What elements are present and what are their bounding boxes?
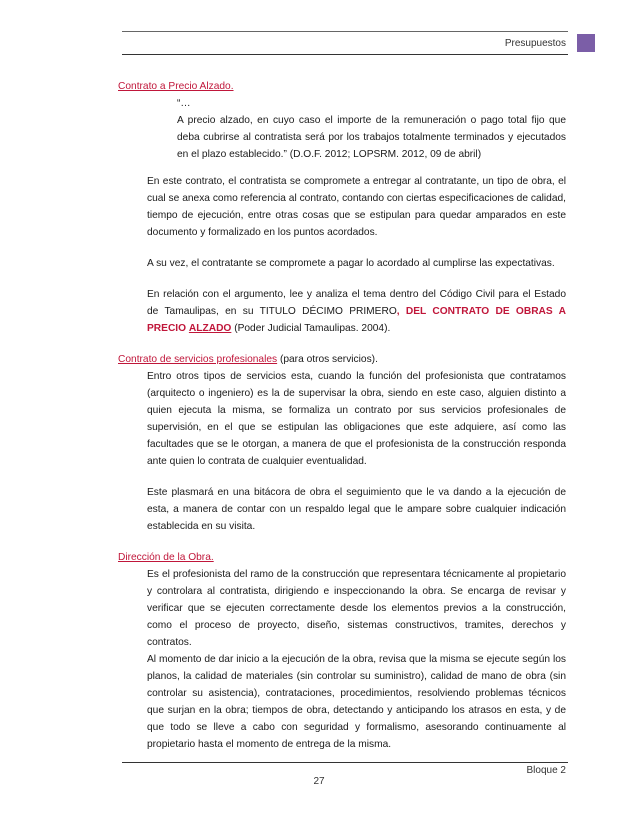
header-rule-bottom [122, 54, 568, 55]
quote-open: “… [177, 98, 191, 109]
footer-rule [122, 762, 568, 763]
header-title: Presupuestos [504, 38, 566, 49]
header-rule-top [122, 31, 568, 32]
reference-citation: (Poder Judicial Tamaulipas. 2004). [231, 323, 391, 334]
paragraph: Este plasmará en una bitácora de obra el seguimiento que le va dando a la ejecución de esta, a manera de contar con un respaldo legal que le ampare sobre cualquier indicación establecida en su visita. [147, 487, 566, 532]
quote-text: A precio alzado, en cuyo caso el importe de la remuneración o pago total fijo que deba cubrirse al contratista será por los trabajos totalmente terminados y ejecutados en el plazo establecido.” (D.O.F. 2012; LOPSRM. 2012, 09 de abril) [177, 115, 566, 160]
reference-title-underlined: ALZADO [188, 323, 232, 334]
paragraph: A su vez, el contratante se compromete a pagar lo acordado al cumplirse las expectativas. [147, 258, 555, 269]
footer-label: Bloque 2 [526, 765, 566, 776]
paragraph: Al momento de dar inicio a la ejecución de la obra, revisa que la misma se ejecute según los planos, la calidad de materiales (sin controlar su suministro), calidad de mano de obra (sin controlar su asistencia), contrataciones, procedimientos, resolviendo problemas técnicos que surjan en la obra; tiempos de obra, detectando y anticipando los atrasos en esta, y de que todo se lleve a cabo con seguridad y formalismo, asesorando continuamente al propietario hasta el momento de entrega de la misma. [147, 654, 566, 750]
page-body [118, 78, 566, 753]
section-heading: Contrato de servicios profesionales [118, 354, 278, 365]
section-servicios-profesionales [118, 351, 566, 368]
header-accent-square [577, 34, 595, 52]
section-heading: Contrato a Precio Alzado. [118, 81, 234, 92]
paragraph: En este contrato, el contratista se compromete a entregar al contratante, un tipo de obra, el cual se anexa como referencia al contrato, contando con ciertas especificaciones de calidad, tiempo de ejecución, entre otras cosas que se estipulan para quedar amparados en este documento y formalizado en los puntos acordados. [147, 176, 566, 238]
section-heading: Dirección de la Obra. [118, 552, 214, 563]
paragraph-reference [147, 286, 566, 337]
reference-text: En relación con el argumento, lee y analiza el tema dentro del Código Civil para el Estado de Tamaulipas, en su TITULO DÉCIMO PRIMERO [147, 289, 566, 317]
paragraph: Entro otros tipos de servicios esta, cuando la función del profesionista que contratamos (arquitecto o ingeniero) es la de supervisar la obra, siendo en este caso, alguien distinto a quien ejecuta la misma, se formaliza un contrato por sus servicios profesionales de supervisión, en el que se estipulan las obligaciones que este adquiere, así como las facultades que se le otorgan, a manera de que el profesionista de la construcción responda ante quien lo contrata de cualquier eventualidad. [147, 371, 566, 467]
section-heading-suffix: (para otros servicios). [277, 354, 378, 365]
section-direccion-obra [118, 549, 566, 566]
page-number: 27 [313, 776, 325, 787]
section-contrato-precio-alzado [118, 78, 566, 95]
paragraph: Es el profesionista del ramo de la construcción que representara técnicamente al propietario y controlara al contratista, dirigiendo e inspeccionando la obra. Se encarga de revisar y verificar que se ejecuten correctamente desde los elementos previos a la construcción, como el proceso de proyecto, diseño, sistemas constructivos, tramites, derechos y contratos. [147, 569, 566, 648]
reference-title-bold: , DEL CONTRATO DE OBRAS A PRECIO [147, 306, 566, 334]
